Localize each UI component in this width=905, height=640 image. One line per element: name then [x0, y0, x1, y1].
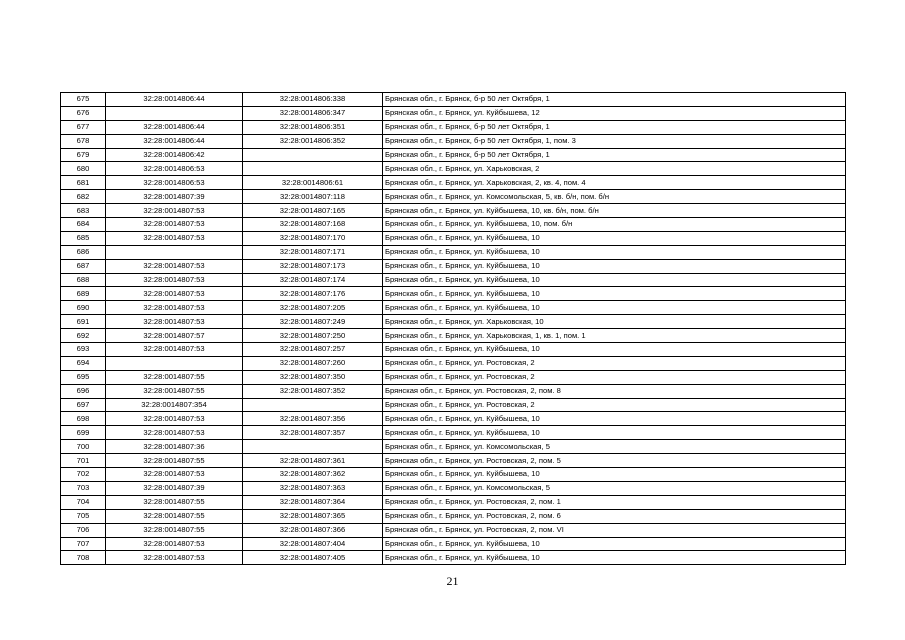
parent-cadastral-number-cell: 32:28:0014807:36	[106, 440, 243, 454]
parent-cadastral-number-cell: 32:28:0014807:53	[106, 468, 243, 482]
table-row	[61, 481, 846, 495]
cadastral-number-cell: 32:28:0014807:364	[243, 495, 383, 509]
address-cell: Брянская обл., г. Брянск, б-р 50 лет Октября, 1	[383, 120, 846, 134]
parent-cadastral-number-cell: 32:28:0014806:42	[106, 148, 243, 162]
row-number-cell: 675	[61, 93, 106, 107]
row-number-cell: 700	[61, 440, 106, 454]
address-cell: Брянская обл., г. Брянск, б-р 50 лет Октября, 1, пом. 3	[383, 134, 846, 148]
parent-cadastral-number-cell: 32:28:0014807:53	[106, 551, 243, 565]
table-row	[61, 120, 846, 134]
address-cell: Брянская обл., г. Брянск, ул. Комсомольская, 5	[383, 481, 846, 495]
cadastral-number-cell: 32:28:0014807:174	[243, 273, 383, 287]
row-number-cell: 681	[61, 176, 106, 190]
table-row	[61, 398, 846, 412]
parent-cadastral-number-cell: 32:28:0014807:55	[106, 454, 243, 468]
table-row	[61, 551, 846, 565]
parent-cadastral-number-cell: 32:28:0014807:53	[106, 259, 243, 273]
address-cell: Брянская обл., г. Брянск, б-р 50 лет Октября, 1	[383, 93, 846, 107]
address-cell: Брянская обл., г. Брянск, ул. Куйбышева, 10	[383, 245, 846, 259]
cadastral-number-cell: 32:28:0014807:118	[243, 190, 383, 204]
row-number-cell: 687	[61, 259, 106, 273]
row-number-cell: 692	[61, 329, 106, 343]
table-row	[61, 162, 846, 176]
address-cell: Брянская обл., г. Брянск, ул. Куйбышева, 10	[383, 343, 846, 357]
cadastral-number-cell: 32:28:0014807:257	[243, 343, 383, 357]
table-row	[61, 370, 846, 384]
cadastral-number-cell: 32:28:0014807:362	[243, 468, 383, 482]
parent-cadastral-number-cell: 32:28:0014806:44	[106, 134, 243, 148]
row-number-cell: 689	[61, 287, 106, 301]
row-number-cell: 707	[61, 537, 106, 551]
parent-cadastral-number-cell: 32:28:0014807:55	[106, 384, 243, 398]
parent-cadastral-number-cell: 32:28:0014807:53	[106, 412, 243, 426]
cadastral-number-cell: 32:28:0014807:365	[243, 509, 383, 523]
parent-cadastral-number-cell: 32:28:0014807:55	[106, 509, 243, 523]
row-number-cell: 697	[61, 398, 106, 412]
row-number-cell: 685	[61, 231, 106, 245]
cadastral-number-cell: 32:28:0014807:356	[243, 412, 383, 426]
address-cell: Брянская обл., г. Брянск, ул. Ростовская, 2	[383, 398, 846, 412]
table-row	[61, 231, 846, 245]
table-row	[61, 440, 846, 454]
address-cell: Брянская обл., г. Брянск, ул. Куйбышева, 10	[383, 231, 846, 245]
parent-cadastral-number-cell: 32:28:0014807:53	[106, 426, 243, 440]
cadastral-number-cell: 32:28:0014806:338	[243, 93, 383, 107]
address-cell: Брянская обл., г. Брянск, ул. Харьковская, 2	[383, 162, 846, 176]
table-row	[61, 495, 846, 509]
table-row	[61, 468, 846, 482]
cadastral-number-cell: 32:28:0014807:176	[243, 287, 383, 301]
row-number-cell: 696	[61, 384, 106, 398]
address-cell: Брянская обл., г. Брянск, ул. Харьковская, 10	[383, 315, 846, 329]
address-cell: Брянская обл., г. Брянск, ул. Куйбышева, 10	[383, 301, 846, 315]
row-number-cell: 677	[61, 120, 106, 134]
table-row	[61, 329, 846, 343]
table-row	[61, 287, 846, 301]
parent-cadastral-number-cell: 32:28:0014807:354	[106, 398, 243, 412]
row-number-cell: 702	[61, 468, 106, 482]
table-row	[61, 190, 846, 204]
address-cell: Брянская обл., г. Брянск, ул. Ростовская, 2	[383, 370, 846, 384]
table-row	[61, 523, 846, 537]
page-number: 21	[446, 574, 459, 588]
parent-cadastral-number-cell: 32:28:0014807:53	[106, 204, 243, 218]
cadastral-number-cell: 32:28:0014807:363	[243, 481, 383, 495]
cadastral-number-cell	[243, 398, 383, 412]
property-registry-table	[60, 92, 846, 565]
row-number-cell: 698	[61, 412, 106, 426]
row-number-cell: 676	[61, 106, 106, 120]
row-number-cell: 679	[61, 148, 106, 162]
address-cell: Брянская обл., г. Брянск, ул. Комсомольская, 5	[383, 440, 846, 454]
cadastral-number-cell: 32:28:0014807:405	[243, 551, 383, 565]
row-number-cell: 688	[61, 273, 106, 287]
row-number-cell: 693	[61, 343, 106, 357]
address-cell: Брянская обл., г. Брянск, ул. Куйбышева, 10	[383, 468, 846, 482]
parent-cadastral-number-cell: 32:28:0014807:55	[106, 523, 243, 537]
parent-cadastral-number-cell	[106, 245, 243, 259]
address-cell: Брянская обл., г. Брянск, ул. Куйбышева, 10	[383, 412, 846, 426]
row-number-cell: 694	[61, 356, 106, 370]
parent-cadastral-number-cell: 32:28:0014807:53	[106, 273, 243, 287]
address-cell: Брянская обл., г. Брянск, ул. Ростовская, 2, пом. VI	[383, 523, 846, 537]
address-cell: Брянская обл., г. Брянск, ул. Куйбышева, 10	[383, 287, 846, 301]
cadastral-number-cell	[243, 148, 383, 162]
address-cell: Брянская обл., г. Брянск, б-р 50 лет Октября, 1	[383, 148, 846, 162]
row-number-cell: 690	[61, 301, 106, 315]
parent-cadastral-number-cell: 32:28:0014806:53	[106, 162, 243, 176]
parent-cadastral-number-cell: 32:28:0014807:53	[106, 218, 243, 232]
parent-cadastral-number-cell: 32:28:0014807:53	[106, 301, 243, 315]
table-row	[61, 509, 846, 523]
parent-cadastral-number-cell: 32:28:0014807:53	[106, 537, 243, 551]
cadastral-number-cell	[243, 440, 383, 454]
table-row	[61, 315, 846, 329]
cadastral-number-cell: 32:28:0014807:170	[243, 231, 383, 245]
cadastral-number-cell: 32:28:0014807:357	[243, 426, 383, 440]
address-cell: Брянская обл., г. Брянск, ул. Куйбышева, 10	[383, 551, 846, 565]
parent-cadastral-number-cell	[106, 356, 243, 370]
row-number-cell: 678	[61, 134, 106, 148]
parent-cadastral-number-cell: 32:28:0014807:53	[106, 287, 243, 301]
table-row	[61, 218, 846, 232]
row-number-cell: 691	[61, 315, 106, 329]
cadastral-number-cell: 32:28:0014807:350	[243, 370, 383, 384]
address-cell: Брянская обл., г. Брянск, ул. Ростовская, 2, пом. 8	[383, 384, 846, 398]
cadastral-number-cell: 32:28:0014807:260	[243, 356, 383, 370]
table-row	[61, 412, 846, 426]
address-cell: Брянская обл., г. Брянск, ул. Харьковская, 1, кв. 1, пом. 1	[383, 329, 846, 343]
cadastral-number-cell: 32:28:0014807:168	[243, 218, 383, 232]
table-row	[61, 356, 846, 370]
address-cell: Брянская обл., г. Брянск, ул. Куйбышева, 10	[383, 273, 846, 287]
address-cell: Брянская обл., г. Брянск, ул. Комсомольская, 5, кв. б/н, пом. б/н	[383, 190, 846, 204]
table-row	[61, 245, 846, 259]
table-row	[61, 426, 846, 440]
cadastral-number-cell: 32:28:0014807:352	[243, 384, 383, 398]
table-row	[61, 454, 846, 468]
table-row	[61, 343, 846, 357]
address-cell: Брянская обл., г. Брянск, ул. Харьковская, 2, кв. 4, пом. 4	[383, 176, 846, 190]
address-cell: Брянская обл., г. Брянск, ул. Куйбышева, 10, пом. б/н	[383, 218, 846, 232]
cadastral-number-cell: 32:28:0014807:171	[243, 245, 383, 259]
cadastral-number-cell	[243, 162, 383, 176]
address-cell: Брянская обл., г. Брянск, ул. Куйбышева, 10	[383, 259, 846, 273]
address-cell: Брянская обл., г. Брянск, ул. Ростовская, 2, пом. 1	[383, 495, 846, 509]
address-cell: Брянская обл., г. Брянск, ул. Куйбышева, 10	[383, 537, 846, 551]
address-cell: Брянская обл., г. Брянск, ул. Ростовская, 2, пом. 5	[383, 454, 846, 468]
row-number-cell: 680	[61, 162, 106, 176]
table-row	[61, 93, 846, 107]
cadastral-number-cell: 32:28:0014807:404	[243, 537, 383, 551]
parent-cadastral-number-cell: 32:28:0014807:39	[106, 190, 243, 204]
cadastral-number-cell: 32:28:0014807:366	[243, 523, 383, 537]
cadastral-number-cell: 32:28:0014807:361	[243, 454, 383, 468]
cadastral-number-cell: 32:28:0014807:165	[243, 204, 383, 218]
parent-cadastral-number-cell: 32:28:0014807:39	[106, 481, 243, 495]
parent-cadastral-number-cell	[106, 106, 243, 120]
table-row	[61, 259, 846, 273]
table-row	[61, 384, 846, 398]
parent-cadastral-number-cell: 32:28:0014807:57	[106, 329, 243, 343]
parent-cadastral-number-cell: 32:28:0014807:53	[106, 315, 243, 329]
row-number-cell: 703	[61, 481, 106, 495]
table-row	[61, 176, 846, 190]
row-number-cell: 686	[61, 245, 106, 259]
parent-cadastral-number-cell: 32:28:0014806:44	[106, 93, 243, 107]
address-cell: Брянская обл., г. Брянск, ул. Ростовская, 2, пом. 6	[383, 509, 846, 523]
cadastral-number-cell: 32:28:0014806:351	[243, 120, 383, 134]
cadastral-number-cell: 32:28:0014806:347	[243, 106, 383, 120]
address-cell: Брянская обл., г. Брянск, ул. Ростовская, 2	[383, 356, 846, 370]
row-number-cell: 701	[61, 454, 106, 468]
table-row	[61, 204, 846, 218]
table-row	[61, 273, 846, 287]
cadastral-number-cell: 32:28:0014806:61	[243, 176, 383, 190]
row-number-cell: 705	[61, 509, 106, 523]
parent-cadastral-number-cell: 32:28:0014807:55	[106, 495, 243, 509]
parent-cadastral-number-cell: 32:28:0014807:55	[106, 370, 243, 384]
table-row	[61, 134, 846, 148]
parent-cadastral-number-cell: 32:28:0014807:53	[106, 231, 243, 245]
cadastral-number-cell: 32:28:0014807:173	[243, 259, 383, 273]
cadastral-number-cell: 32:28:0014806:352	[243, 134, 383, 148]
address-cell: Брянская обл., г. Брянск, ул. Куйбышева, 10, кв. б/н, пом. б/н	[383, 204, 846, 218]
row-number-cell: 683	[61, 204, 106, 218]
row-number-cell: 708	[61, 551, 106, 565]
table-row	[61, 537, 846, 551]
parent-cadastral-number-cell: 32:28:0014807:53	[106, 343, 243, 357]
address-cell: Брянская обл., г. Брянск, ул. Куйбышева, 10	[383, 426, 846, 440]
parent-cadastral-number-cell: 32:28:0014806:44	[106, 120, 243, 134]
row-number-cell: 695	[61, 370, 106, 384]
table-row	[61, 106, 846, 120]
row-number-cell: 684	[61, 218, 106, 232]
row-number-cell: 704	[61, 495, 106, 509]
cadastral-number-cell: 32:28:0014807:250	[243, 329, 383, 343]
table-row	[61, 301, 846, 315]
row-number-cell: 682	[61, 190, 106, 204]
cadastral-number-cell: 32:28:0014807:249	[243, 315, 383, 329]
parent-cadastral-number-cell: 32:28:0014806:53	[106, 176, 243, 190]
row-number-cell: 706	[61, 523, 106, 537]
cadastral-number-cell: 32:28:0014807:205	[243, 301, 383, 315]
table-row	[61, 148, 846, 162]
address-cell: Брянская обл., г. Брянск, ул. Куйбышева, 12	[383, 106, 846, 120]
registry-table-body	[61, 93, 846, 565]
row-number-cell: 699	[61, 426, 106, 440]
